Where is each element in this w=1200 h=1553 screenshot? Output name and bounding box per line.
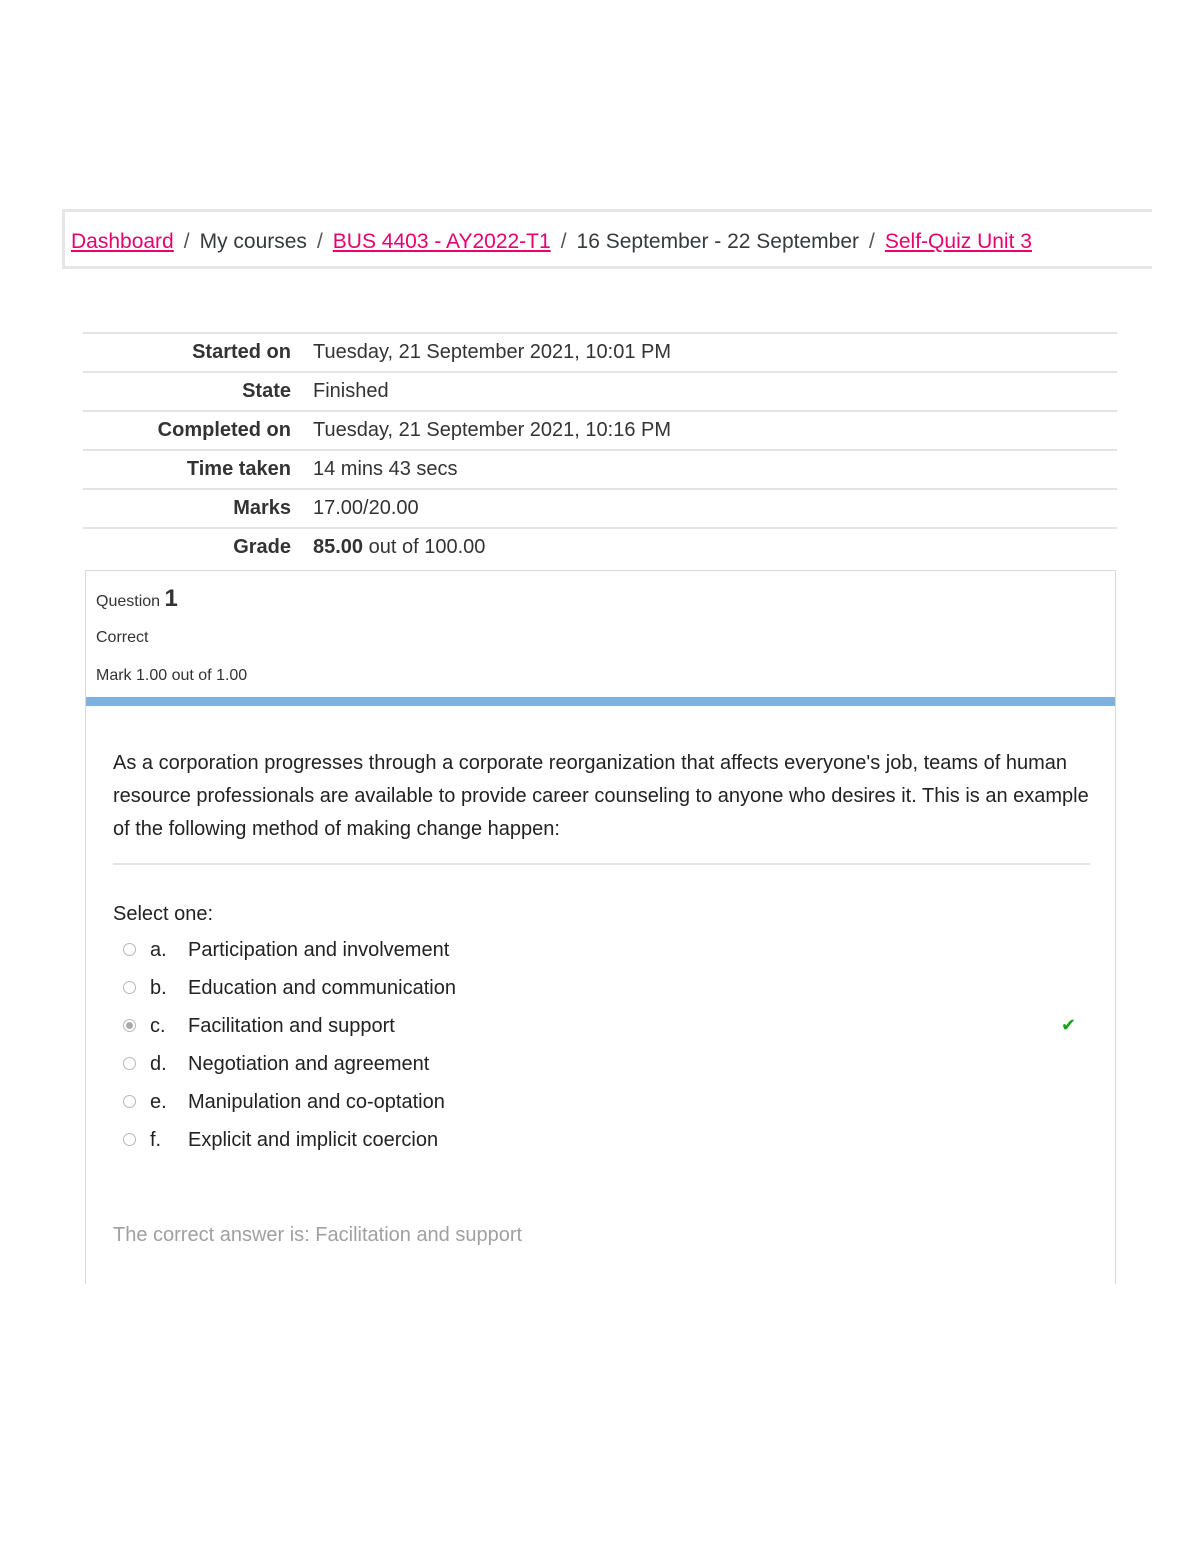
started-on-value: Tuesday, 21 September 2021, 10:01 PM	[313, 341, 671, 363]
answer-letter: f.	[150, 1129, 162, 1151]
breadcrumb-separator: /	[316, 230, 323, 253]
answer-option-d[interactable]	[123, 1051, 1083, 1089]
summary-row-marks	[83, 489, 1117, 528]
summary-row-completed	[83, 411, 1117, 450]
breadcrumb	[71, 230, 1032, 254]
answer-text: Facilitation and support	[188, 1015, 395, 1037]
breadcrumb-separator: /	[869, 230, 875, 253]
answer-text: Manipulation and co-optation	[188, 1091, 445, 1113]
grade-value	[313, 528, 1117, 566]
started-on-label: Started on	[192, 341, 291, 363]
question-number: 1	[164, 585, 178, 612]
correct-answer-feedback: The correct answer is: Facilitation and support	[113, 1224, 523, 1246]
completed-on-label: Completed on	[157, 419, 291, 441]
breadcrumb-bar	[62, 209, 1152, 269]
answer-text: Explicit and implicit coercion	[188, 1129, 439, 1151]
question-label: Question	[96, 593, 161, 610]
answer-text: Negotiation and agreement	[188, 1053, 430, 1075]
time-taken-value: 14 mins 43 secs	[313, 458, 458, 480]
marks-label: Marks	[233, 497, 291, 519]
answer-option-c[interactable]	[123, 1013, 1083, 1051]
breadcrumb-item-my-courses: My courses	[199, 230, 307, 253]
breadcrumb-separator: /	[183, 230, 190, 253]
grade-label: Grade	[233, 536, 291, 558]
state-label: State	[242, 380, 291, 402]
breadcrumb-separator: /	[560, 230, 567, 253]
question-status: Correct	[96, 629, 149, 646]
breadcrumb-link-dashboard[interactable]: Dashboard	[71, 230, 174, 253]
summary-row-grade	[83, 528, 1117, 566]
answer-text: Participation and involvement	[188, 939, 450, 961]
answer-text: Education and communication	[188, 977, 456, 999]
answer-option-b[interactable]	[123, 975, 1083, 1013]
answer-letter: e.	[150, 1091, 167, 1113]
answer-letter: a.	[150, 939, 167, 961]
answer-letter: b.	[150, 977, 167, 999]
grade-score: 85.00	[313, 536, 364, 558]
question-text: As a corporation progresses through a corporate reorganization that affects everyone's job, teams of human resource professionals are available to provide career counseling to anyone who desires it. This is an example of the following method of making change happen:	[113, 752, 1089, 840]
question-divider	[113, 863, 1090, 865]
radio-button-selected[interactable]	[123, 1019, 136, 1032]
radio-button[interactable]	[123, 1095, 136, 1108]
question-number-row	[96, 585, 247, 615]
question-mark: Mark 1.00 out of 1.00	[96, 667, 248, 684]
radio-button[interactable]	[123, 1133, 136, 1146]
breadcrumb-link-quiz[interactable]: Self-Quiz Unit 3	[884, 230, 1032, 253]
summary-row-time	[83, 450, 1117, 489]
answer-list	[123, 937, 1083, 1165]
summary-row-started	[83, 333, 1117, 372]
summary-row-state	[83, 372, 1117, 411]
breadcrumb-link-course[interactable]: BUS 4403 - AY2022-T1	[332, 230, 551, 253]
question-card	[85, 570, 1116, 1284]
answer-option-f[interactable]	[123, 1127, 1083, 1165]
answer-letter: d.	[150, 1053, 167, 1075]
radio-button[interactable]	[123, 943, 136, 956]
breadcrumb-item-week: 16 September - 22 September	[576, 230, 860, 253]
select-one-prompt: Select one:	[113, 903, 214, 925]
time-taken-label: Time taken	[186, 458, 291, 480]
radio-button[interactable]	[123, 1057, 136, 1070]
state-value: Finished	[313, 380, 389, 402]
quiz-summary-table	[83, 332, 1117, 566]
answer-option-e[interactable]	[123, 1089, 1083, 1127]
answer-letter: c.	[150, 1015, 166, 1037]
question-info	[96, 585, 247, 685]
answer-option-a[interactable]	[123, 937, 1083, 975]
question-header-bar	[86, 697, 1115, 706]
grade-out-of: out of 100.00	[368, 536, 486, 558]
marks-value: 17.00/20.00	[313, 497, 419, 519]
radio-button[interactable]	[123, 981, 136, 994]
correct-check-icon: ✔	[1061, 1015, 1077, 1035]
completed-on-value: Tuesday, 21 September 2021, 10:16 PM	[313, 419, 671, 441]
